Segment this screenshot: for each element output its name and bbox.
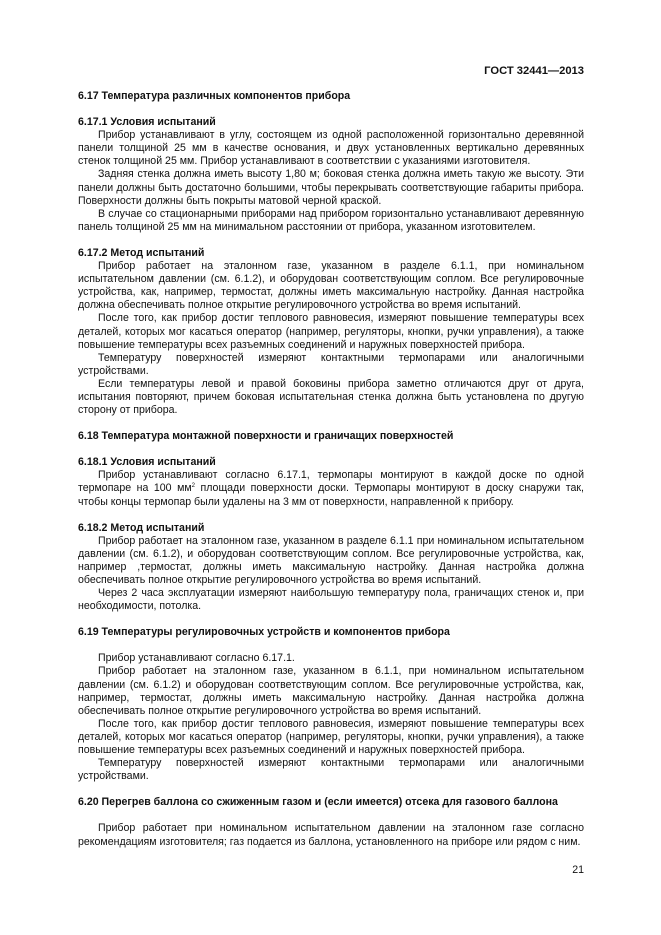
paragraph: В случае со стационарными приборами над прибором горизонтально устанавливают деревянную панель толщиной 25 мм на минимальном расстоянии от прибора, указанном изготовителем. — [78, 207, 584, 233]
page-content — [78, 90, 584, 849]
superscript: 2 — [191, 483, 195, 490]
paragraph: Прибор устанавливают в углу, состоящем из одной расположенной горизонтально деревянной панели толщиной 25 мм в качестве основания, и двух установленных вертикально деревянных стенок толщиной 25 мм. Прибор устанавливают в соответствии с указаниями изготовителя. — [78, 129, 584, 168]
section-6-20-heading: 6.20 Перегрев баллона со сжиженным газом и (если имеется) отсека для газового баллона — [78, 796, 558, 809]
text-run: Прибор устанавливают согласно 6.17.1, термопары монтируют в каждой доске по одной термопаре на 100 мм — [78, 469, 584, 495]
paragraph: Задняя стенка должна иметь высоту 1,80 м; боковая стенка должна иметь такую же высоту. Эти панели должны быть достаточно большими, чтобы перекрывать соответствующие габариты прибора. Поверхности должны быть покрыты матовой черной краской. — [78, 168, 584, 207]
paragraph: После того, как прибор достиг теплового равновесия, измеряют повышение температуры всех деталей, которых мог касаться оператор (например, регуляторы, кнопки, ручки управления), а также повышение температуры всех разъемных соединений и наружных поверхностей прибора. — [78, 717, 584, 757]
subsection-6-17-1-heading: 6.17.1 Условия испытаний — [78, 116, 216, 129]
paragraph: Прибор работает при номинальном испытательном давлении на эталонном газе согласно рекомендациям изготовителя; газ подается из баллона, установленного на приборе или рядом с ним. — [78, 822, 584, 848]
document-id-header: ГОСТ 32441—2013 — [484, 65, 584, 77]
paragraph: Если температуры левой и правой боковины прибора заметно отличаются друг от друга, испытания повторяют, причем боковая испытательная стенка должна быть установлена по другую сторону от прибора. — [78, 377, 584, 417]
paragraph: Прибор устанавливают согласно 6.17.1. — [98, 652, 295, 665]
text-run: площади поверхности доски. Термопары монтируют в доску снаружи так, чтобы концы термопар были удалены на 3 мм от поверхности, направленной к прибору. — [78, 482, 584, 508]
subsection-6-18-2-heading: 6.18.2 Метод испытаний — [78, 521, 205, 534]
paragraph: Прибор работает на эталонном газе, указанном в разделе 6.1.1 при номинальном испытательном давлении (см. 6.1.2), и оборудован соответствующим соплом. Все регулировочные устройства, как, например ,термостат, должны иметь максимальную настройку. Данная настройка должна обеспечивать полное открытие регулировочного устройства во время испытаний. — [78, 534, 584, 586]
section-6-17-heading: 6.17 Температура различных компонентов прибора — [78, 90, 351, 102]
paragraph: Температуру поверхностей измеряют контактными термопарами или аналогичными устройствами. — [78, 757, 584, 783]
subsection-6-18-1-heading: 6.18.1 Условия испытаний — [78, 456, 216, 469]
paragraph: Прибор работает на эталонном газе, указанном в 6.1.1, при номинальном испытательном давлении (см. 6.1.2) и оборудован соответствующим соплом. Все регулировочные устройства, как, например, термостат, должны иметь максимальную настройку. Данная настройка должна обеспечивать полное открытие регулировочного устройства во время испытаний. — [78, 665, 584, 717]
section-6-19-heading: 6.19 Температуры регулировочных устройств и компонентов прибора — [78, 626, 450, 639]
section-6-18-heading: 6.18 Температура монтажной поверхности и граничащих поверхностей — [78, 430, 454, 443]
paragraph: После того, как прибор достиг теплового равновесия, измеряют повышение температуры всех деталей, которых мог касаться оператор (например, регуляторы, кнопки, ручки управления), а также повышение температуры всех разъемных соединений и наружных поверхностей прибора. — [78, 312, 584, 351]
subsection-6-17-2-heading: 6.17.2 Метод испытаний — [78, 246, 205, 259]
page-number: 21 — [572, 864, 584, 876]
paragraph: Температуру поверхностей измеряют контактными термопарами или аналогичными устройствами. — [78, 351, 584, 377]
paragraph: Через 2 часа эксплуатации измеряют наибольшую температуру пола, граничащих стенок и, при необходимости, потолка. — [78, 587, 584, 613]
paragraph — [78, 469, 584, 508]
paragraph: Прибор работает на эталонном газе, указанном в разделе 6.1.1, при номинальном испытательном давлении (см. 6.1.2), и оборудован соответствующим соплом. Все регулировочные устройства, как, например, термостат, должны иметь максимальную настройку. Данная настройка должна обеспечивать полное открытие регулировочного устройства во время испытаний. — [78, 260, 584, 312]
